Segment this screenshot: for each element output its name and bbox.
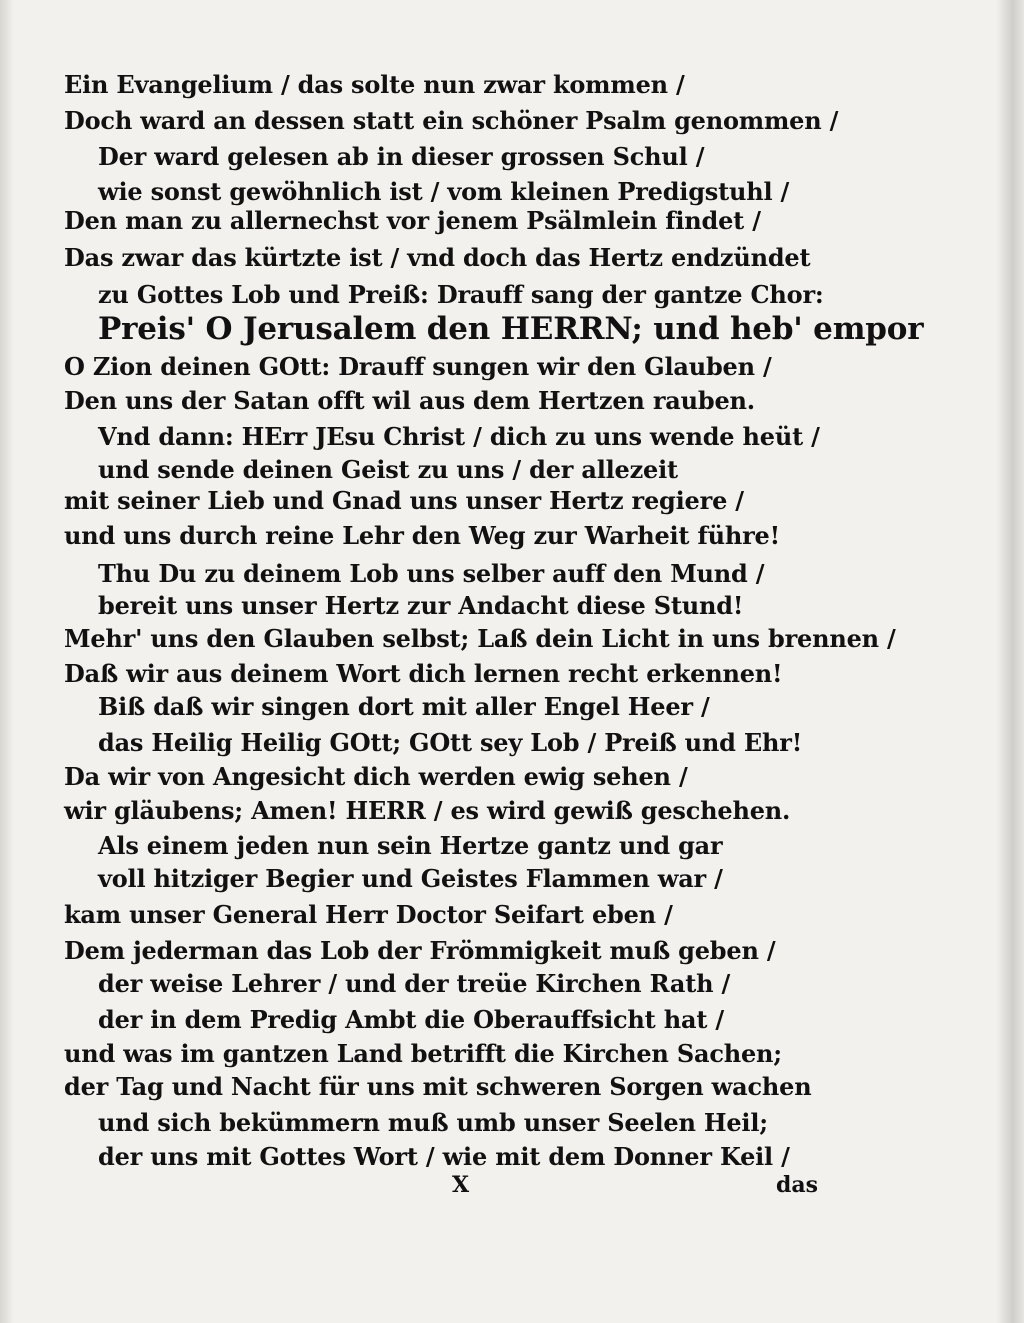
verse-line: O Zion deinen GOtt: Drauff sungen wir den Glauben / <box>64 352 772 381</box>
verse-line: Daß wir aus deinem Wort dich lernen recht erkennen! <box>64 659 783 688</box>
verse-line: und was im gantzen Land betrifft die Kirchen Sachen; <box>64 1039 782 1068</box>
verse-line: voll hitziger Begier und Geistes Flammen war / <box>98 864 723 893</box>
verse-line: der uns mit Gottes Wort / wie mit dem Donner Keil / <box>98 1142 790 1171</box>
verse-line: wir gläubens; Amen! HERR / es wird gewiß geschehen. <box>64 796 791 825</box>
catchword: das <box>776 1172 819 1198</box>
verse-line: und uns durch reine Lehr den Weg zur Warheit führe! <box>64 521 780 550</box>
verse-line: Den man zu allernechst vor jenem Psälmlein findet / <box>64 206 761 235</box>
verse-line: Da wir von Angesicht dich werden ewig sehen / <box>64 762 688 791</box>
verse-line: Ein Evangelium / das solte nun zwar kommen / <box>64 70 685 99</box>
verse-line: das Heilig Heilig GOtt; GOtt sey Lob / Preiß und Ehr! <box>98 728 803 757</box>
verse-line: und sich bekümmern muß umb unser Seelen Heil; <box>98 1108 768 1137</box>
verse-line: Preis' O Jerusalem den HERRN; und heb' empor <box>98 311 924 347</box>
verse-line: Mehr' uns den Glauben selbst; Laß dein Licht in uns brennen / <box>64 624 896 653</box>
verse-line: Den uns der Satan offt wil aus dem Hertzen rauben. <box>64 386 755 415</box>
verse-line: zu Gottes Lob und Preiß: Drauff sang der gantze Chor: <box>98 280 824 309</box>
verse-line: Biß daß wir singen dort mit aller Engel Heer / <box>98 692 710 721</box>
verse-line: Thu Du zu deinem Lob uns selber auff den Mund / <box>98 559 765 588</box>
verse-line: und sende deinen Geist zu uns / der allezeit <box>98 455 678 484</box>
verse-line: Als einem jeden nun sein Hertze gantz und gar <box>98 831 723 860</box>
verse-line: Vnd dann: HErr JEsu Christ / dich zu uns wende heüt / <box>98 422 820 451</box>
verse-line: der weise Lehrer / und der treüe Kirchen Rath / <box>98 969 731 998</box>
verse-line: mit seiner Lieb und Gnad uns unser Hertz regiere / <box>64 486 744 515</box>
verse-line: Das zwar das kürtzte ist / vnd doch das Hertz endzündet <box>64 243 811 272</box>
verse-line: der in dem Predig Ambt die Oberauffsicht hat / <box>98 1005 724 1034</box>
verse-line: kam unser General Herr Doctor Seifart eben / <box>64 900 673 929</box>
verse-line: Doch ward an dessen statt ein schöner Psalm genommen / <box>64 106 839 135</box>
signature-mark: X <box>452 1172 470 1198</box>
verse-line: Der ward gelesen ab in dieser grossen Schul / <box>98 142 705 171</box>
verse-line: wie sonst gewöhnlich ist / vom kleinen Predigstuhl / <box>98 177 790 206</box>
verse-line: Dem jederman das Lob der Frömmigkeit muß geben / <box>64 936 776 965</box>
verse-line: der Tag und Nacht für uns mit schweren Sorgen wachen <box>64 1072 812 1101</box>
verse-line: bereit uns unser Hertz zur Andacht diese Stund! <box>98 591 744 620</box>
